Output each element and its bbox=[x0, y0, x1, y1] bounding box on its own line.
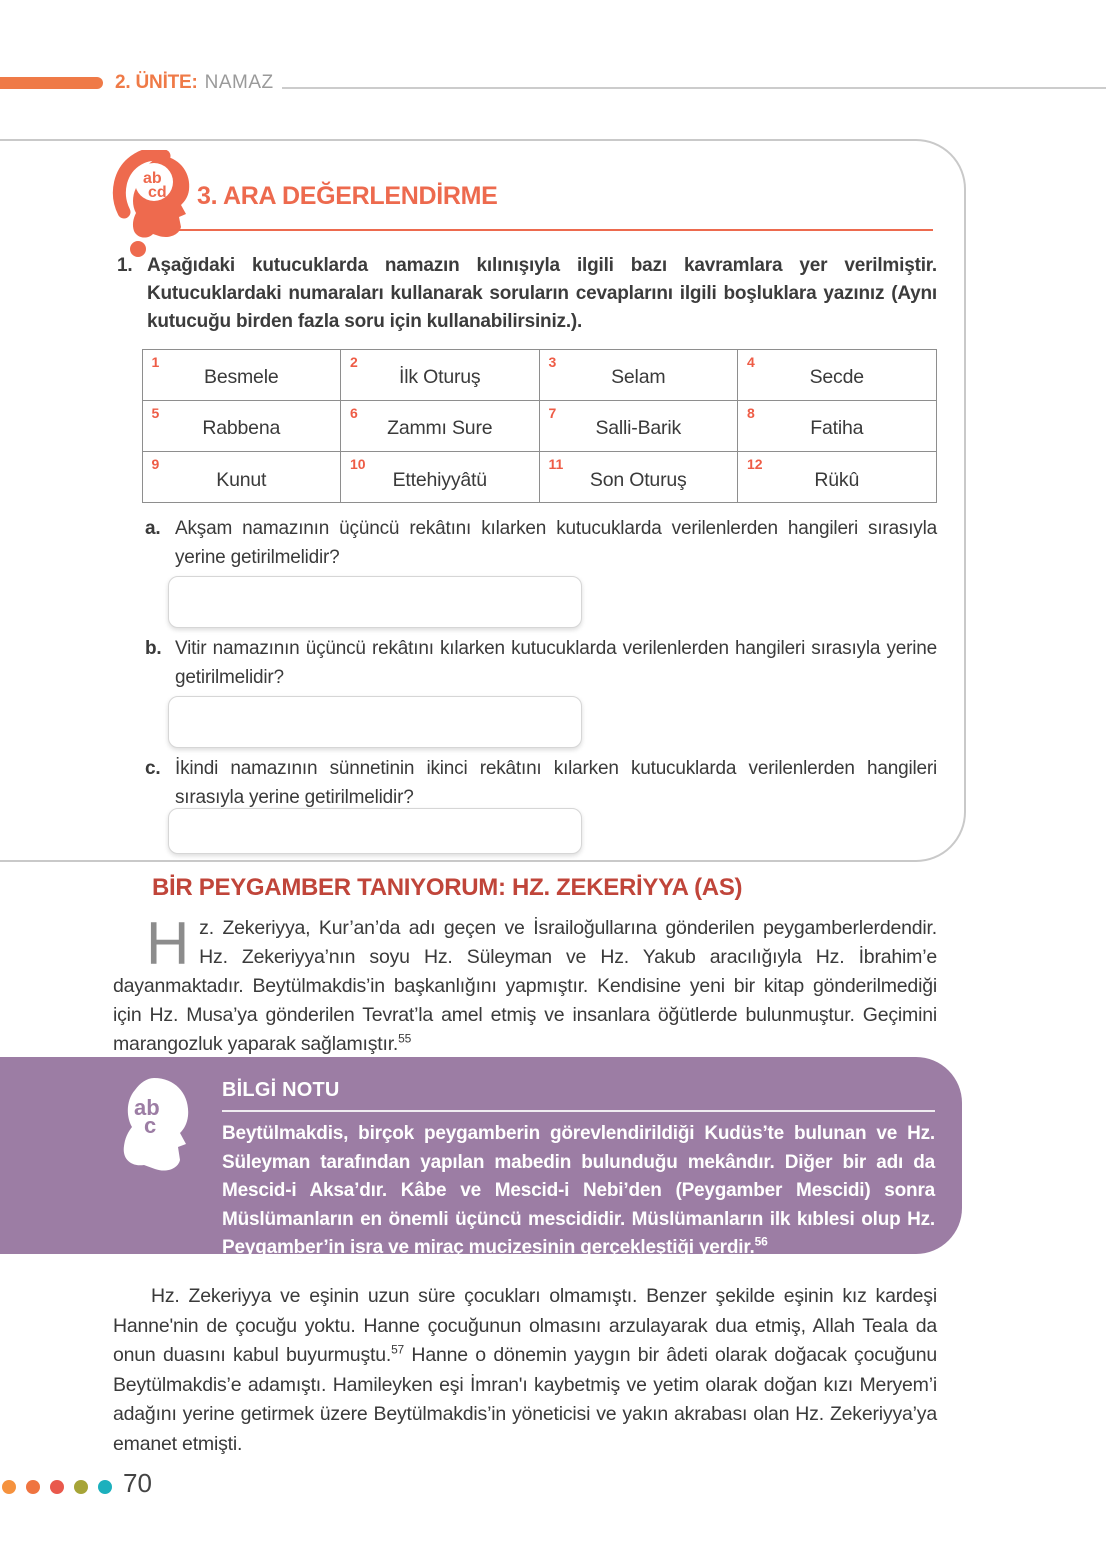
info-note-text bbox=[222, 1120, 935, 1263]
concept-cell-1 bbox=[142, 349, 342, 401]
concept-number: 3 bbox=[548, 353, 557, 370]
svg-text:c: c bbox=[144, 1113, 157, 1138]
footer-dot bbox=[50, 1480, 64, 1494]
unit-label: 2. ÜNİTE: bbox=[115, 72, 198, 93]
footer-dot bbox=[26, 1480, 40, 1494]
concept-cell-12 bbox=[737, 451, 937, 503]
paragraph-text: Hz. Zekeriyya ve eşinin uzun süre çocukları olmamıştı. Benzer şekilde eşinin kız kardeşi Hanne'nin de çocuğu yoktu. Hanne çocuğunun olmasını arzulayarak dua etmiş, Allah Teala da onun duasını kabul buyurmuştu. bbox=[113, 1285, 937, 1366]
paragraph-hanne bbox=[113, 1282, 937, 1459]
footer-dot bbox=[98, 1480, 112, 1494]
svg-text:ab: ab bbox=[143, 170, 162, 187]
sub-question-b bbox=[145, 634, 937, 692]
question-head-icon bbox=[110, 150, 192, 258]
concept-label: Zammı Sure bbox=[387, 417, 493, 440]
concept-label: Fatiha bbox=[810, 417, 864, 440]
section-title: BİR PEYGAMBER TANIYORUM: HZ. ZEKERİYYA (AS) bbox=[152, 874, 743, 901]
assessment-title-rule bbox=[170, 229, 933, 231]
concept-label: Kunut bbox=[216, 468, 267, 491]
info-note-body: Beytülmakdis, birçok peygamberin görevlendirildiği Kudüs’te bulunan ve Hz. Süleyman tarafından yapılan mabedin bulunduğu mekândır. Diğer bir adı da Mescid-i Aksa’dır. Kâbe ve Mescid-i Nebi’den (Peygamber Mescidi) sonra Müslümanların en önemli üçüncü mescididir. Müslümanların ilk kıblesi olup Hz. Peygamber’in isra ve miraç mucizesinin gerçekleştiği yerdir. bbox=[222, 1123, 935, 1258]
concept-table bbox=[142, 349, 936, 503]
svg-text:ab: ab bbox=[134, 1095, 160, 1120]
concept-number: 8 bbox=[747, 404, 755, 421]
concept-cell-2 bbox=[340, 349, 540, 401]
unit-title: NAMAZ bbox=[204, 72, 274, 93]
paragraph-text: z. Zekeriyya, Kur’an’da adı geçen ve İsrailoğullarına gönderilen peygamberlerdendir. Hz. Zekeriyya’nın soyu Hz. Süleyman ve Hz. Yakub aracılığıyla Hz. İbrahim’e dayanmaktadır. Beytülmakdis’in başkanlığını yapmıştır. Kendisine yeni bir kitap gönderilmediği için Hz. Musa’ya gönderilen Tevrat’la amel etmiş ve insanlara öğütlerde bulunmuştur. Geçimini marangozluk yaparak sağlamıştır. bbox=[113, 917, 937, 1055]
concept-label: Ettehiyyâtü bbox=[392, 468, 487, 491]
concept-cell-6 bbox=[340, 400, 540, 452]
sub-question-letter: b. bbox=[145, 638, 162, 659]
footer-dots bbox=[2, 1480, 112, 1494]
concept-label: Selam bbox=[611, 366, 666, 389]
footnote-56: 56 bbox=[754, 1234, 768, 1249]
page-number: 70 bbox=[123, 1468, 152, 1498]
concept-label: Secde bbox=[809, 366, 864, 389]
concept-cell-3 bbox=[539, 349, 739, 401]
footnote-55: 55 bbox=[398, 1031, 412, 1046]
sub-question-a bbox=[145, 514, 937, 572]
concept-number: 9 bbox=[151, 456, 160, 473]
question-number: 1. bbox=[117, 255, 133, 276]
question-1 bbox=[117, 252, 937, 336]
concept-label: Rabbena bbox=[202, 417, 281, 440]
assessment-title: 3. ARA DEĞERLENDİRME bbox=[197, 182, 498, 210]
concept-label: İlk Oturuş bbox=[399, 366, 481, 389]
sub-question-text: Vitir namazının üçüncü rekâtını kılarken kutucuklarda verilenlerden hangileri sırasıyla yerine getirilmelidir? bbox=[175, 638, 937, 688]
concept-cell-4 bbox=[737, 349, 937, 401]
footer-dot bbox=[2, 1480, 16, 1494]
answer-box-b[interactable] bbox=[168, 696, 582, 748]
footnote-57: 57 bbox=[391, 1342, 405, 1357]
concept-number: 1 bbox=[151, 353, 160, 370]
concept-label: Besmele bbox=[204, 366, 279, 389]
sub-question-c bbox=[145, 754, 937, 812]
answer-box-a[interactable] bbox=[168, 576, 582, 628]
concept-cell-11 bbox=[539, 451, 739, 503]
concept-label: Salli-Barik bbox=[595, 417, 682, 440]
unit-header bbox=[0, 72, 1106, 94]
sub-question-text: Akşam namazının üçüncü rekâtını kılarken kutucuklarda verilenlerden hangileri sırasıyla yerine getirilmelidir? bbox=[175, 518, 937, 568]
svg-text:cd: cd bbox=[148, 184, 167, 201]
concept-cell-8 bbox=[737, 400, 937, 452]
concept-number: 10 bbox=[350, 456, 366, 473]
question-text: Aşağıdaki kutucuklarda namazın kılınışıyla ilgili bazı kavramlara yer verilmiştir. Kutucuklardaki numaraları kullanarak soruların cevaplarını ilgili boşluklara yazınız (Aynı kutucuğu birden fazla soru için kullanabilirsiniz.). bbox=[147, 255, 937, 332]
concept-cell-9 bbox=[142, 451, 342, 503]
paragraph-zekeriyya bbox=[113, 910, 937, 1059]
paragraph-text: Hanne o dönemin yaygın bir âdeti olarak doğacak çocuğunu Beytülmakdis’e adamıştı. Hamileyken eşi İmran'ı kaybetmiş ve yetim olarak doğan kızı Meryem’i adağını yerine getirmek üzere Beytülmakdis’in yöneticisi ve yakın akrabası olan Hz. Zekeriyya’ya emanet etmişti. bbox=[113, 1344, 937, 1455]
concept-number: 5 bbox=[151, 404, 160, 421]
info-note-title: BİLGİ NOTU bbox=[222, 1079, 340, 1101]
concept-number: 7 bbox=[548, 404, 557, 421]
footer-dot bbox=[74, 1480, 88, 1494]
concept-number: 4 bbox=[747, 353, 755, 370]
concept-number: 6 bbox=[350, 404, 358, 421]
concept-cell-7 bbox=[539, 400, 739, 452]
concept-cell-5 bbox=[142, 400, 342, 452]
dropcap: H bbox=[146, 910, 190, 977]
concept-label: Son Oturuş bbox=[589, 468, 687, 491]
unit-accent-bar bbox=[0, 77, 103, 89]
concept-number: 12 bbox=[747, 456, 763, 473]
concept-number: 2 bbox=[350, 353, 358, 370]
sub-question-letter: c. bbox=[145, 758, 161, 779]
concept-cell-10 bbox=[340, 451, 540, 503]
answer-box-c[interactable] bbox=[168, 808, 582, 854]
concept-number: 11 bbox=[548, 456, 564, 473]
sub-question-text: İkindi namazının sünnetinin ikinci rekâtını kılarken kutucuklarda verilenlerden hangileri sırasıyla yerine getirilmelidir? bbox=[175, 758, 937, 808]
info-note bbox=[0, 1057, 962, 1258]
concept-label: Rükû bbox=[814, 468, 860, 491]
info-note-rule bbox=[222, 1110, 935, 1112]
unit-rule bbox=[282, 87, 1106, 89]
sub-question-letter: a. bbox=[145, 518, 161, 539]
info-head-icon bbox=[112, 1073, 194, 1185]
